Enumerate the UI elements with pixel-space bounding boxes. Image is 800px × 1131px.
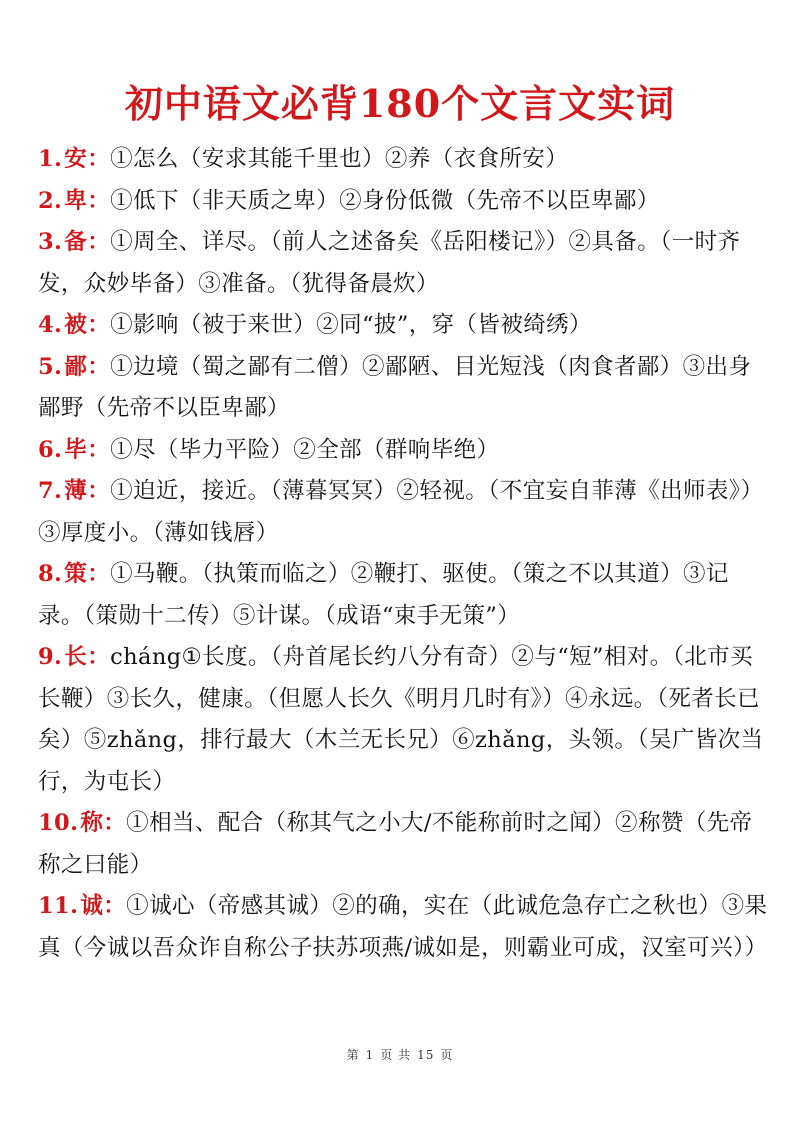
entry-word: 鄙 xyxy=(64,353,88,380)
entry-text: ①怎么（安求其能千里也）②养（衣食所安） xyxy=(110,146,569,172)
entry-word: 被 xyxy=(64,312,88,338)
entry-number: 9. xyxy=(38,644,63,670)
footer-suffix: 页 xyxy=(440,1048,454,1062)
entry-word: 称 xyxy=(80,810,104,836)
entry-number: 5. xyxy=(38,353,63,380)
entry-text: ①低下（非天质之卑）②身份低微（先帝不以臣卑鄙） xyxy=(110,187,660,214)
entry-text: ①尽（毕力平险）②全部（群响毕绝） xyxy=(110,436,500,463)
entry-colon: ： xyxy=(103,893,127,919)
entry-9 xyxy=(38,637,768,803)
entry-word: 薄 xyxy=(64,478,88,504)
entry-number: 1. xyxy=(38,146,63,172)
entry-6 xyxy=(38,430,768,472)
entry-word: 备 xyxy=(64,229,88,255)
entry-number: 11. xyxy=(38,893,79,919)
entry-1 xyxy=(38,139,768,181)
entry-text: cháng①长度。（舟首尾长约八分有奇）②与“短”相对。（北市买长鞭）③长久，健康。（但愿人长久《明月几时有》）④永远。（死者长已矣）⑤zhǎng，排行最大（木兰无长兄）⑥zhǎng，头领。（吴广皆次当行，为屯长） xyxy=(38,644,764,795)
entry-text: ①马鞭。（执策而临之）②鞭打、驱使。（策之不以其道）③记录。（策勋十二传）⑤计谋。（成语“束手无策”） xyxy=(38,561,729,629)
entry-number: 6. xyxy=(38,436,63,463)
entry-10 xyxy=(38,803,768,886)
page-title: 初中语文必背180个文言文实词 xyxy=(124,81,676,126)
entry-text: ①诚心（帝感其诚）②的确，实在（此诚危急存亡之秋也）③果真（今诚以吾众诈自称公子扶苏项燕/诚如是，则霸业可成，汉室可兴）） xyxy=(38,893,768,961)
entry-colon: ： xyxy=(87,146,111,172)
entry-word: 长 xyxy=(64,644,88,670)
entry-word: 诚 xyxy=(80,893,104,919)
entry-7 xyxy=(38,471,768,554)
entry-number: 8. xyxy=(38,561,63,587)
entry-list xyxy=(38,139,768,969)
entry-2 xyxy=(38,181,768,223)
entry-text: ①边境（蜀之鄙有二僧）②鄙陋、目光短浅（肉食者鄙）③出身鄙野（先帝不以臣卑鄙） xyxy=(38,353,752,421)
entry-text: ①相当、配合（称其气之小大/不能称前时之闻）②称赞（先帝称之曰能） xyxy=(38,810,753,878)
entry-colon: ： xyxy=(87,187,111,214)
entry-3 xyxy=(38,222,768,305)
entry-colon: ： xyxy=(87,229,111,255)
footer-mid: 页 共 xyxy=(380,1048,412,1062)
entry-word: 卑 xyxy=(64,187,88,214)
entry-number: 3. xyxy=(38,229,63,255)
entry-text: ①迫近，接近。（薄暮冥冥）②轻视。（不宜妄自菲薄《出师表》）③厚度小。（薄如钱唇） xyxy=(38,478,764,546)
entry-colon: ： xyxy=(103,810,127,836)
entry-colon: ： xyxy=(87,436,111,463)
entry-text: ①周全、详尽。（前人之述备矣《岳阳楼记》）②具备。（一时齐发，众妙毕备）③准备。（犹得备晨炊） xyxy=(38,229,741,297)
entry-number: 4. xyxy=(38,312,63,338)
entry-colon: ： xyxy=(87,353,111,380)
footer-total-pages: 15 xyxy=(417,1048,435,1062)
entry-colon: ： xyxy=(87,312,111,338)
entry-number: 10. xyxy=(38,810,79,836)
entry-colon: ： xyxy=(87,478,111,504)
footer-prefix: 第 xyxy=(346,1048,360,1062)
entry-11 xyxy=(38,886,768,969)
entry-number: 2. xyxy=(38,187,63,214)
entry-5 xyxy=(38,347,768,430)
entry-colon: ： xyxy=(87,644,111,670)
entry-colon: ： xyxy=(87,561,111,587)
entry-number: 7. xyxy=(38,478,63,504)
entry-word: 安 xyxy=(64,146,88,172)
entry-8 xyxy=(38,554,768,637)
page-footer xyxy=(0,1046,800,1063)
entry-text: ①影响（被于来世）②同“披”，穿（皆被绮绣） xyxy=(110,312,592,338)
entry-4 xyxy=(38,305,768,347)
entry-word: 毕 xyxy=(64,436,88,463)
footer-page-number: 1 xyxy=(365,1048,375,1062)
entry-word: 策 xyxy=(64,561,88,587)
